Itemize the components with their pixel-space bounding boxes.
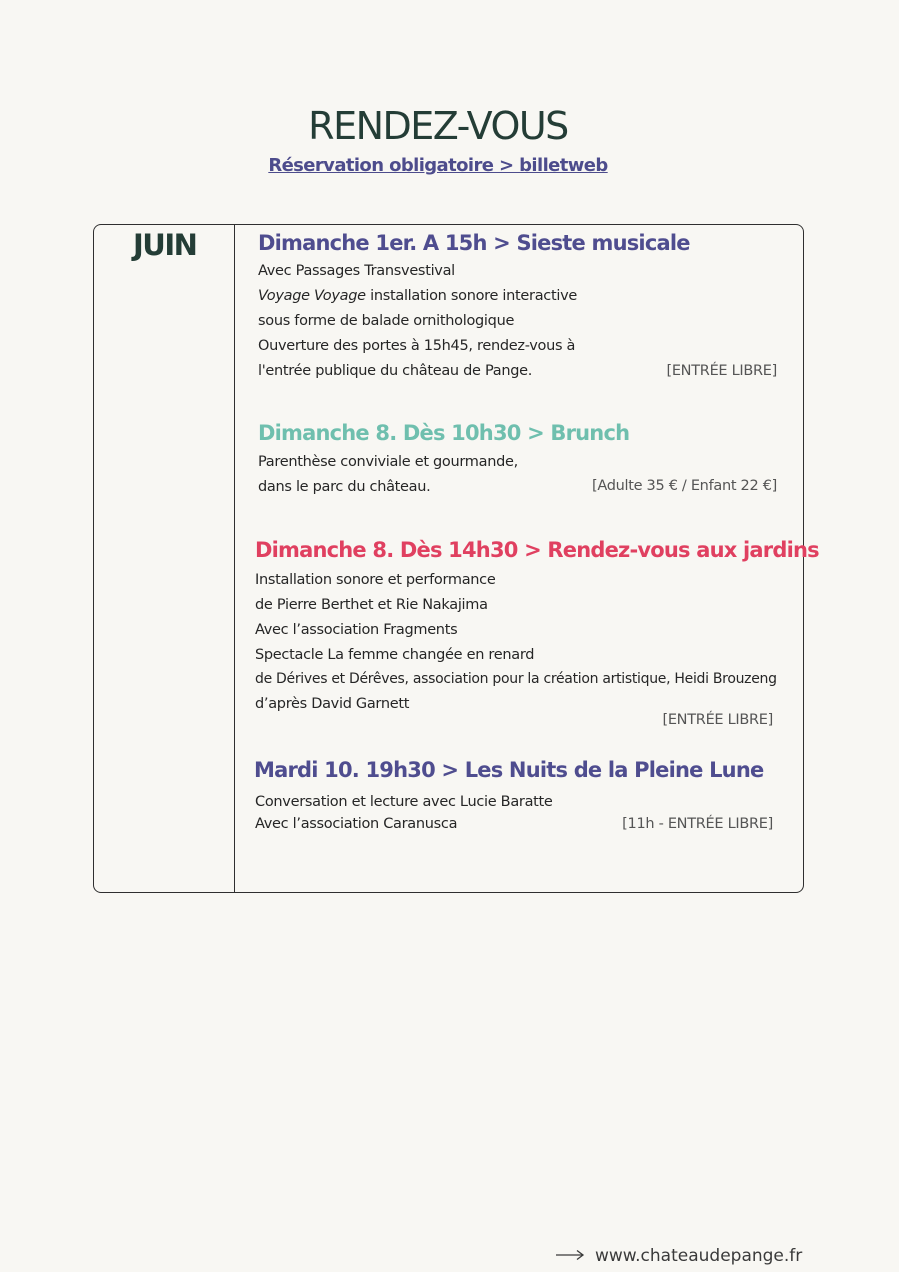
event-price: [11h - ENTRÉE LIBRE] (622, 816, 773, 832)
event-price: [ENTRÉE LIBRE] (662, 712, 773, 728)
event-line: d’après David Garnett (255, 696, 410, 712)
event-line: de Dérives et Dérêves, association pour la création artistique, Heidi Brouzeng (255, 671, 777, 687)
column-divider (234, 225, 235, 892)
event-price: [Adulte 35 € / Enfant 22 €] (591, 478, 777, 494)
event-line: Avec l’association Caranusca (255, 816, 458, 832)
footer (555, 1246, 802, 1266)
arrow-right-icon (555, 1246, 585, 1266)
event-line: l'entrée publique du château de Pange. (258, 363, 533, 379)
event-line: Installation sonore et performance (255, 572, 496, 588)
event-line: Avec Passages Transvestival (258, 263, 455, 279)
event-line: sous forme de balade ornithologique (258, 313, 515, 329)
event-price: [ENTRÉE LIBRE] (666, 363, 777, 379)
event-title-pleine-lune: Mardi 10. 19h30 > Les Nuits de la Pleine Lune (254, 758, 764, 782)
agenda-box (93, 224, 819, 893)
website-link[interactable]: www.chateaudepange.fr (595, 1246, 803, 1266)
event-line: Voyage Voyage installation sonore interactive (258, 288, 577, 304)
event-line: dans le parc du château. (258, 479, 431, 495)
month-label: JUIN (133, 228, 197, 262)
italic-work-title: Voyage Voyage (258, 288, 366, 304)
event-title-brunch: Dimanche 8. Dès 10h30 > Brunch (258, 421, 630, 445)
event-line: Parenthèse conviviale et gourmande, (258, 454, 518, 470)
event-line: Spectacle La femme changée en renard (255, 647, 535, 663)
event-line: Avec l’association Fragments (255, 622, 458, 638)
event-line: de Pierre Berthet et Rie Nakajima (255, 597, 488, 613)
event-line: Conversation et lecture avec Lucie Baratte (255, 794, 553, 810)
event-title-sieste: Dimanche 1er. A 15h > Sieste musicale (258, 231, 690, 255)
reservation-link[interactable]: Réservation obligatoire > billetweb (268, 155, 608, 176)
page-title: RENDEZ-VOUS (308, 104, 568, 148)
event-line: Ouverture des portes à 15h45, rendez-vous à (258, 338, 576, 354)
event-title-jardins: Dimanche 8. Dès 14h30 > Rendez-vous aux jardins (255, 538, 819, 562)
